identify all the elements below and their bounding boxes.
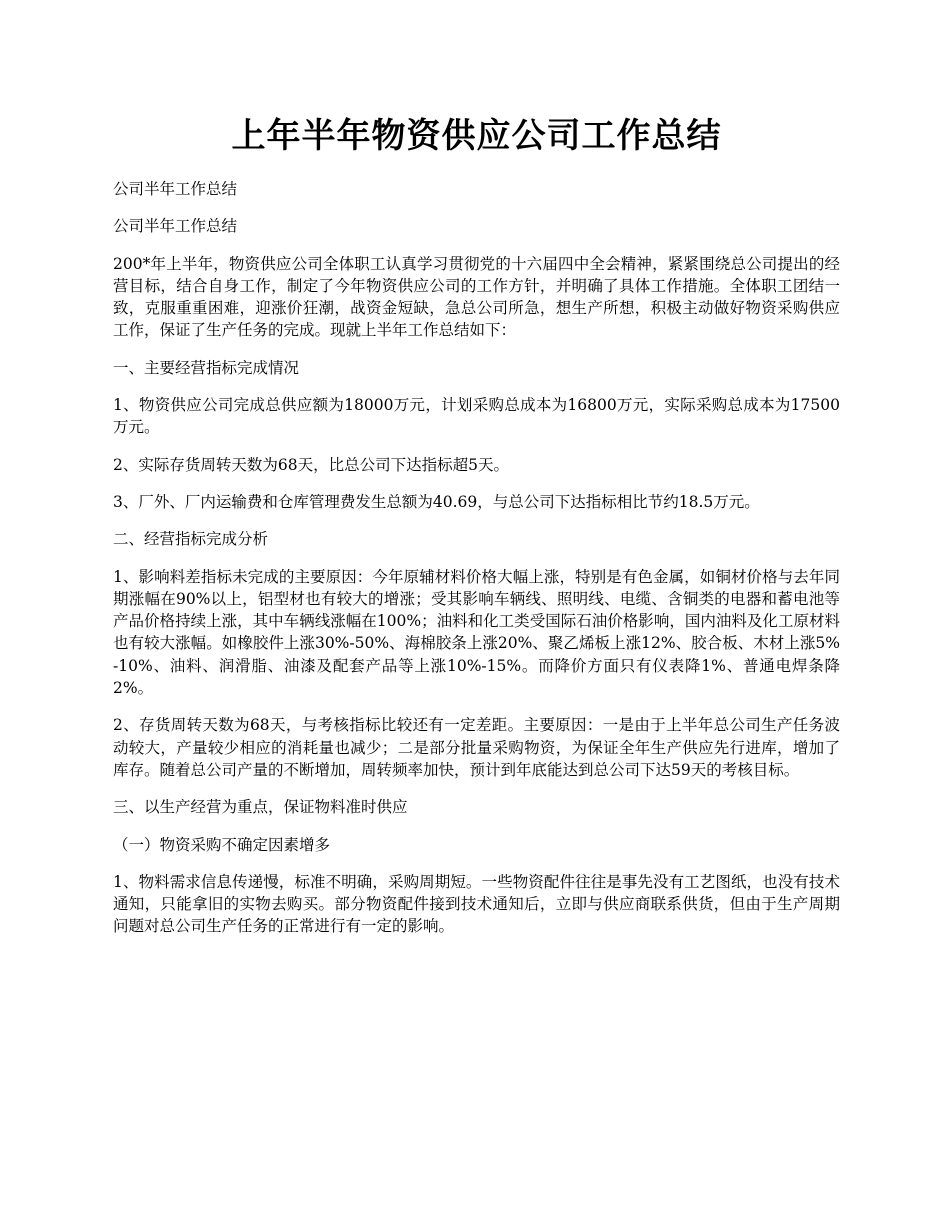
paragraph: 2、存货周转天数为68天，与考核指标比较还有一定差距。主要原因：一是由于上半年总公司生产任务波动较大，产量较少相应的消耗量也减少；二是部分批量采购物资，为保证全年生产供应先行进库，增加了库存。随着总公司产量的不断增加，周转频率加快，预计到年底能达到总公司下达59天的考核目标。 [113, 716, 840, 779]
document-title: 上年半年物资供应公司工作总结 [231, 116, 722, 156]
paragraph: 1、物料需求信息传递慢，标准不明确，采购周期短。一些物资配件往往是事先没有工艺图纸，也没有技术通知，只能拿旧的实物去购买。部分物资配件接到技术通知后，立即与供应商联系供货，但由于生产周期问题对总公司生产任务的正常进行有一定的影响。 [113, 872, 840, 936]
document-page [113, 108, 840, 953]
paragraph: 2、实际存货周转天数为68天，比总公司下达指标超5天。 [113, 455, 509, 474]
paragraph: 3、厂外、厂内运输费和仓库管理费发生总额为40.69，与总公司下达指标相比节约18.5万元。 [113, 492, 760, 511]
subsection-heading: （一）物资采购不确定因素增多 [113, 835, 331, 854]
paragraph: 公司半年工作总结 [113, 180, 238, 198]
paragraph: 1、影响料差指标未完成的主要原因：今年原辅材料价格大幅上涨，特别是有色金属，如铜材价格与去年同期涨幅在90%以上，铝型材也有较大的增涨；受其影响车辆线、照明线、电缆、含铜类的电器和蓄电池等产品价格持续上涨，其中车辆线涨幅在100%；油料和化工类受国际石油价格影响，国内油料及化工原材料也有较大涨幅。如橡胶件上涨30%-50%、海棉胶条上涨20%、聚乙烯板上涨12%、胶合板、木材上涨5%-10%、油料、润滑脂、油漆及配套产品等上涨10%-15%。而降价方面只有仪表降1%、普通电焊条降2%。 [113, 567, 840, 698]
section-heading: 三、以生产经营为重点，保证物料准时供应 [113, 798, 408, 817]
paragraph: 1、物资供应公司完成总供应额为18000万元，计划采购总成本为16800万元，实际采购总成本为17500万元。 [113, 396, 840, 437]
paragraph: 200*年上半年，物资供应公司全体职工认真学习贯彻党的十六届四中全会精神，紧紧围绕总公司提出的经营目标，结合自身工作，制定了今年物资供应公司的工作方针，并明确了具体工作措施。全体职工团结一致，克服重重困难，迎涨价狂潮，战资金短缺，急总公司所急，想生产所想，积极主动做好物资采购供应工作，保证了生产任务的完成。现就上半年工作总结如下： [113, 254, 840, 340]
section-heading: 二、经营指标完成分析 [113, 530, 269, 549]
paragraph: 公司半年工作总结 [113, 217, 238, 236]
section-heading: 一、主要经营指标完成情况 [113, 358, 300, 377]
